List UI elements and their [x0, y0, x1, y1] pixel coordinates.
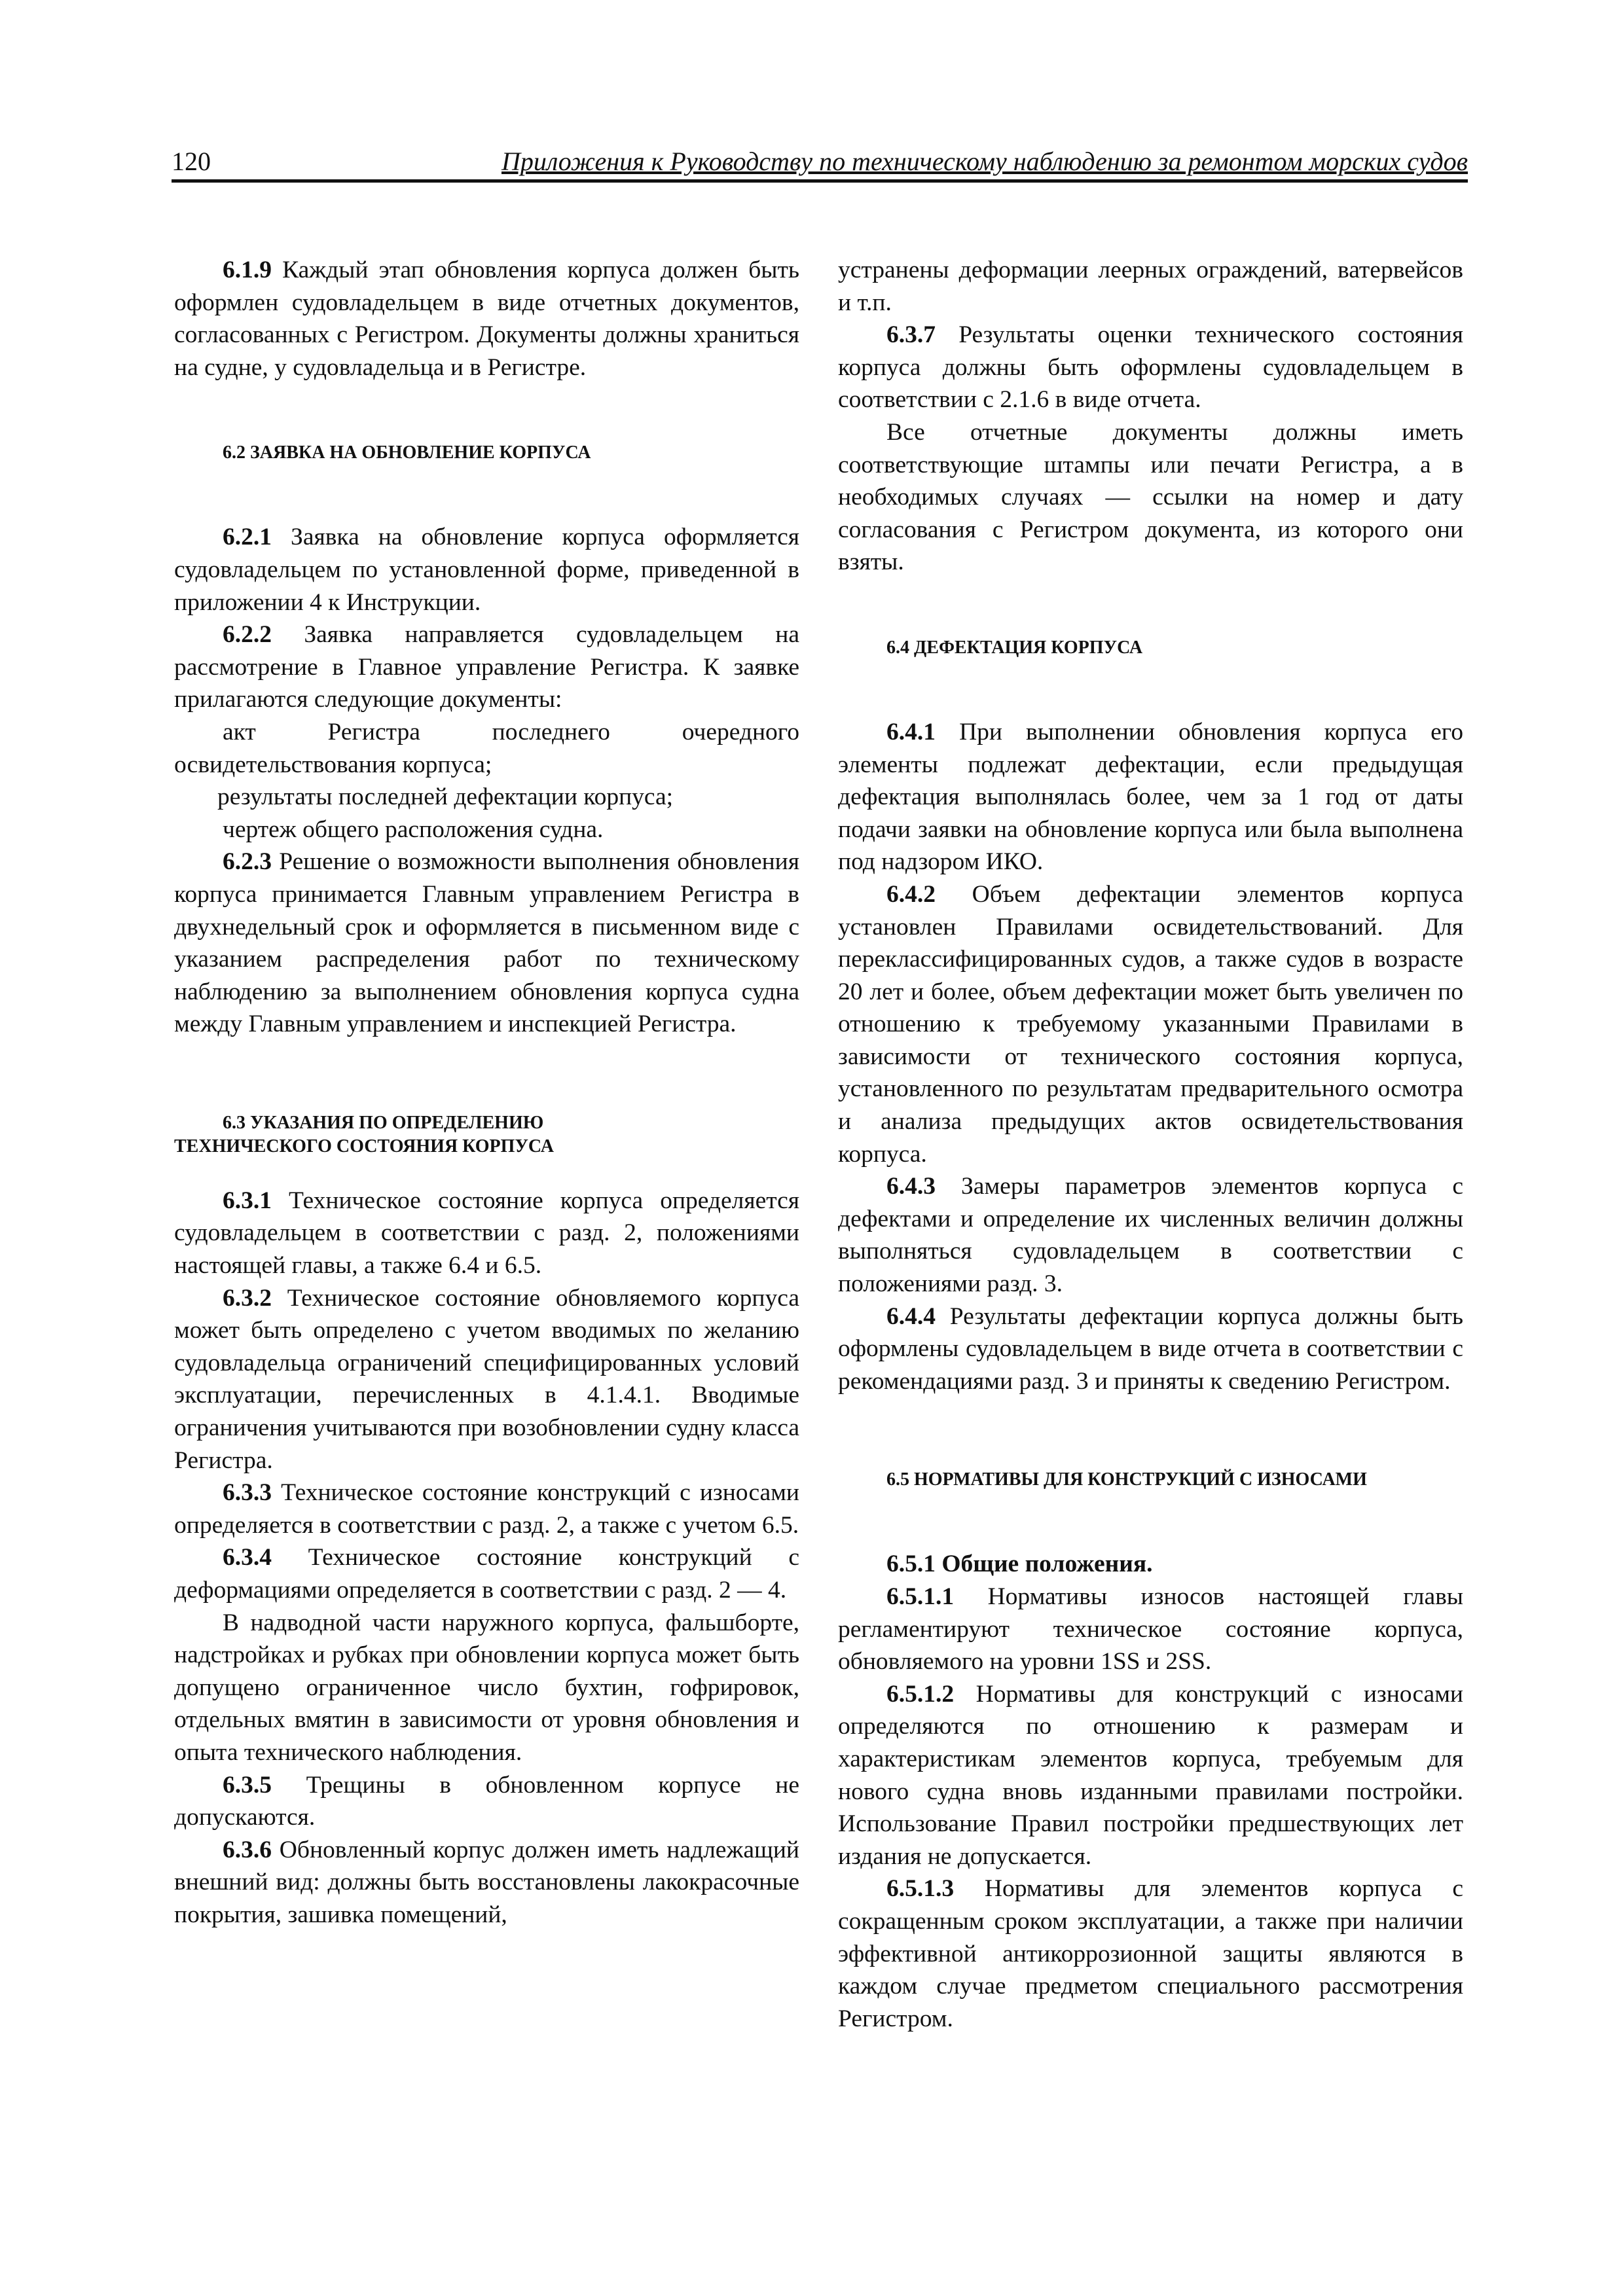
clause-text: Техническое состояние обновляемого корпуса может быть определено с учетом вводимых по желанию судовладельца ограничений специфицированных условий эксплуатации, перечисленных в 4.1.4.1. Вводимые ограничения учитываются при возобновлении судну класса Регистра. — [174, 1284, 799, 1474]
clause-number: 6.5.1.1 — [886, 1583, 955, 1610]
list-item: чертеж общего расположения судна. — [223, 816, 604, 843]
clause-number: 6.3.4 — [223, 1544, 272, 1571]
clause-number: 6.4.2 — [886, 880, 936, 908]
paragraph-6-3-4 — [174, 1541, 799, 1606]
subsection-heading-6-5-1: 6.5.1 Общие положения. — [886, 1551, 1153, 1578]
paragraph-6-4-2 — [838, 878, 1463, 1170]
paragraph-6-2-1 — [174, 521, 799, 619]
clause-text: Заявка направляется судовладельцем на рассмотрение в Главное управление Регистра. К заявке прилагаются следующие документы: — [174, 621, 799, 713]
section-heading-6-3 — [174, 1111, 799, 1158]
clause-text: Обновленный корпус должен иметь надлежащий внешний вид: должны быть восстановлены лакокрасочные покрытия, зашивка помещений, — [174, 1836, 799, 1928]
clause-number: 6.1.9 — [223, 257, 272, 283]
paragraph-6-3-3 — [174, 1477, 799, 1541]
paragraph-6-5-1-3 — [838, 1873, 1463, 2035]
paragraph-6-3-7-cont: Все отчетные документы должны иметь соответствующие штампы или печати Регистра, а в необходимых случаях — ссылки на номер и дату согласования с Регистром документа, из которого они взяты. — [838, 418, 1463, 576]
left-column — [174, 254, 799, 1931]
paragraph-6-4-4 — [838, 1300, 1463, 1398]
paragraph-6-5-1-1 — [838, 1581, 1463, 1678]
paragraph-6-3-7 — [838, 319, 1463, 416]
clause-number: 6.3.2 — [223, 1284, 272, 1312]
clause-number: 6.2.1 — [223, 524, 272, 551]
clause-number: 6.4.1 — [886, 718, 936, 745]
page-header — [172, 145, 1468, 183]
heading-line: 6.3 УКАЗАНИЯ ПО ОПРЕДЕЛЕНИЮ — [223, 1112, 544, 1133]
clause-text: Нормативы износов настоящей главы регламентируют техническое состояние корпуса, обновляемого на уровни 1SS и 2SS. — [838, 1583, 1463, 1676]
clause-number: 6.3.6 — [223, 1836, 272, 1863]
clause-text: Техническое состояние корпуса определяется судовладельцем в соответствии с разд. 2, положениями настоящей главы, а также 6.4 и 6.5. — [174, 1187, 799, 1280]
paragraph-6-3-4-cont: В надводной части наружного корпуса, фальшборте, надстройках и рубках при обновлении корпуса может быть допущено ограниченное число бухтин, гофрировок, отдельных вмятин в зависимости от уровня обновления и опыта технического наблюдения. — [174, 1609, 799, 1766]
list-item: результаты последней дефектации корпуса; — [217, 783, 674, 811]
list-item: акт Регистра последнего очередного освидетельствования корпуса; — [174, 718, 799, 778]
clause-number: 6.5.1.2 — [886, 1680, 955, 1708]
clause-number: 6.3.3 — [223, 1479, 272, 1507]
paragraph-6-3-6-cont: устранены деформации леерных ограждений, ватервейсов и т.п. — [838, 257, 1463, 316]
clause-number: 6.5.1.3 — [886, 1875, 955, 1903]
paragraph-6-3-5 — [174, 1769, 799, 1834]
paragraph-6-4-3 — [838, 1170, 1463, 1300]
clause-text: Техническое состояние конструкций с износами определяется в соответствии с разд. 2, а также с учетом 6.5. — [174, 1479, 799, 1539]
paragraph-6-1-9 — [174, 254, 799, 384]
clause-text: Замеры параметров элементов корпуса с дефектами и определение их численных величин должны выполняться судовладельцем в соответствии с положениями разд. 3. — [838, 1173, 1463, 1298]
clause-number: 6.2.3 — [223, 848, 272, 876]
page-number: 120 — [172, 147, 211, 176]
paragraph-6-2-2 — [174, 619, 799, 716]
clause-text: Нормативы для конструкций с износами определяются по отношению к размерам и характеристикам элементов корпуса, требуемым для нового судна вновь изданными правилами постройки. Использование Правил постройки предшествующих лет издания не допускается. — [838, 1680, 1463, 1870]
clause-text: Объем дефектации элементов корпуса установлен Правилами освидетельствований. Для переклассифицированных судов, а также судов в возрасте 20 лет и более, объем дефектации может быть увеличен по отношению к требуемому указанными Правилами в зависимости от технического состояния корпуса, установленного по результатам предварительного осмотра и анализа предыдущих актов освидетельствования корпуса. — [838, 880, 1463, 1168]
clause-number: 6.3.5 — [223, 1771, 272, 1799]
paragraph-6-3-2 — [174, 1282, 799, 1477]
clause-text: При выполнении обновления корпуса его элементы подлежат дефектации, если предыдущая дефектация выполнялась более, чем за 1 год от даты подачи заявки на обновление корпуса или была выполнена под надзором ИКО. — [838, 718, 1463, 876]
clause-text: Результаты оценки технического состояния корпуса должны быть оформлены судовладельцем в соответствии с 2.1.6 в виде отчета. — [838, 321, 1463, 414]
clause-number: 6.4.3 — [886, 1173, 936, 1200]
clause-text: Каждый этап обновления корпуса должен быть оформлен судовладельцем в виде отчетных документов, согласованных с Регистром. Документы должны храниться на судне, у судовладельца и в Регистре. — [174, 257, 799, 381]
paragraph-6-2-3 — [174, 846, 799, 1041]
right-column — [838, 254, 1463, 2035]
clause-text: Техническое состояние конструкций с деформациями определяется в соответствии с разд. 2 — 4. — [174, 1544, 799, 1604]
clause-text: Заявка на обновление корпуса оформляется судовладельцем по установленной форме, приведенной в приложении 4 к Инструкции. — [174, 524, 799, 616]
section-heading-6-5: 6.5 НОРМАТИВЫ ДЛЯ КОНСТРУКЦИЙ С ИЗНОСАМИ — [886, 1469, 1367, 1490]
paragraph-6-4-1 — [838, 716, 1463, 878]
clause-number: 6.2.2 — [223, 621, 272, 649]
clause-number: 6.4.4 — [886, 1302, 936, 1330]
section-heading-6-4: 6.4 ДЕФЕКТАЦИЯ КОРПУСА — [886, 637, 1143, 658]
running-title: Приложения к Руководству по техническому наблюдению за ремонтом морских судов — [501, 147, 1468, 176]
clause-text: Нормативы для элементов корпуса с сокращенным сроком эксплуатации, а также при наличии эффективной антикоррозионной защиты являются в каждом случае предметом специального рассмотрения Регистром. — [838, 1875, 1463, 2032]
paragraph-6-3-1 — [174, 1185, 799, 1282]
paragraph-6-5-1-2 — [838, 1678, 1463, 1873]
clause-text: Трещины в обновленном корпусе не допускаются. — [174, 1771, 799, 1831]
clause-text: Результаты дефектации корпуса должны быть оформлены судовладельцем в виде отчета в соответствии с рекомендациями разд. 3 и приняты к сведению Регистром. — [838, 1302, 1463, 1395]
section-heading-6-2: 6.2 ЗАЯВКА НА ОБНОВЛЕНИЕ КОРПУСА — [223, 442, 591, 463]
heading-line: ТЕХНИЧЕСКОГО СОСТОЯНИЯ КОРПУСА — [174, 1136, 554, 1157]
clause-number: 6.3.7 — [886, 321, 936, 349]
paragraph-6-3-6 — [174, 1834, 799, 1931]
clause-number: 6.3.1 — [223, 1187, 272, 1214]
clause-text: Решение о возможности выполнения обновления корпуса принимается Главным управлением Регистра в двухнедельный срок и оформляется в письменном виде с указанием распределения работ по техническому наблюдению за выполнением обновления корпуса судна между Главным управлением и инспекцией Регистра. — [174, 848, 799, 1038]
